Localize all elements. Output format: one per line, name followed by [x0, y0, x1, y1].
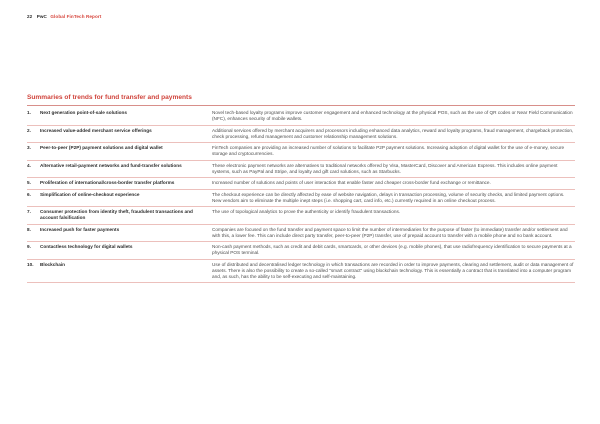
trend-name: Alternative retail-payment networks and fund-transfer solutions [40, 162, 182, 168]
table-row [27, 126, 575, 144]
table-row [27, 260, 575, 284]
trend-number: 3. [27, 145, 31, 151]
trend-number: 9. [27, 244, 31, 250]
trend-number: 1. [27, 110, 31, 115]
trend-description: These electronic payment networks are alternatives to traditional networks offered by Visa, MasterCard, Discover and American Express. This includes online payment systems, such as PayPal and Stripe, and loyalty and gift card solutions, such as Starbucks. [212, 162, 558, 174]
table-row [27, 108, 575, 126]
trend-number: 10. [27, 261, 34, 267]
trend-number: 2. [27, 127, 31, 133]
trend-name: Simplification of online-checkout experience [40, 191, 140, 197]
brand-name: PwC [36, 14, 47, 19]
trend-name: Peer-to-peer (P2P) payment solutions and digital wallet [40, 145, 163, 151]
trend-name: Increased push for faster payments [40, 226, 120, 232]
trend-description: Additional services offered by merchant acquirers and processors including enhanced data analytics, reward and loyalty programs, fraud management, chargeback protection, check processing, refund management and customer relationship management solutions. [212, 127, 574, 139]
trend-description: Non-cash payment methods, such as credit and debit cards, smartcards, or other devices (e.g. mobile phones), that use radiofrequency identification to secure payments at a physical POS terminal. [212, 244, 572, 256]
trend-name: Contactless technology for digital wallets [40, 244, 133, 250]
table-row [27, 143, 575, 161]
table-row [27, 161, 575, 179]
table-row [27, 178, 575, 190]
section-title: Summaries of trends for fund transfer and payments [27, 94, 575, 106]
trends-table [27, 108, 575, 283]
trend-name: Proliferation of international/cross-border transfer platforms [40, 180, 175, 186]
trend-description: Novel tech-based loyalty programs improve customer engagement and enhanced technology at the physical POS, such as the use of QR codes or Near Field Communication (NFC), enhances security of mobile wallets. [212, 110, 573, 122]
report-title: Global FinTech Report [50, 14, 102, 19]
trend-description: Increased number of solutions and points of user interaction that enable faster and cheaper cross-border fund exchange or remittance. [212, 180, 491, 186]
trend-description: FinTech companies are providing an increased number of solutions to facilitate P2P payment solutions. Increasing adoption of digital wallet for the use of e-money, secure storage and cryptocurrencies. [212, 145, 565, 157]
trend-description: Use of distributed and decentralised ledger technology in which transactions are recorded in order to improve payments, clearing and settlement, audit or data management of assets. There is also the possibility to create a so-called "smart contract" using blockchain technology. This is essentially a contract that is translated into a computer program and, as such, has the ability to be self-executing and self-maintaining. [212, 261, 574, 279]
trend-description: Companies are focused on the fund transfer and payment space to limit the number of intermediaries for the purpose of faster (to immediate) transfer and/or settlement and with this, a lower fee. This can include direct party transfer, peer-to-peer (P2P) transfer, use of prepaid account to transfer with a mobile phone and no bank account. [212, 226, 568, 238]
trend-number: 5. [27, 180, 31, 186]
page-number: 22 [27, 14, 33, 19]
trend-name: Increased value-added merchant service offerings [40, 127, 152, 133]
trend-number: 7. [27, 209, 31, 215]
trend-number: 6. [27, 191, 31, 197]
trend-number: 4. [27, 162, 31, 168]
table-row [27, 242, 575, 260]
trend-name: Blockchain [40, 261, 66, 267]
trend-name: Next generation point-of-sale solutions [40, 110, 127, 115]
page-header [27, 14, 101, 19]
table-row [27, 207, 575, 225]
trend-number: 8. [27, 226, 31, 232]
trends-table-body [27, 108, 575, 283]
trend-description: The checkout experience can be directly affected by ease of website navigation, delays in transaction processing, volume of security checks, and limited payment options. New vendors aim to eliminate the multiple inept steps (i.e. shopping cart, card info, etc.) currently required in an online checkout process. [212, 191, 565, 203]
trend-description: The use of topological analytics to prove the authenticity or identify fraudulent transactions. [212, 209, 401, 215]
table-row [27, 225, 575, 243]
trend-name: Consumer protection from identity theft, fraudulent transactions and account falsification [40, 209, 193, 221]
table-row [27, 190, 575, 208]
